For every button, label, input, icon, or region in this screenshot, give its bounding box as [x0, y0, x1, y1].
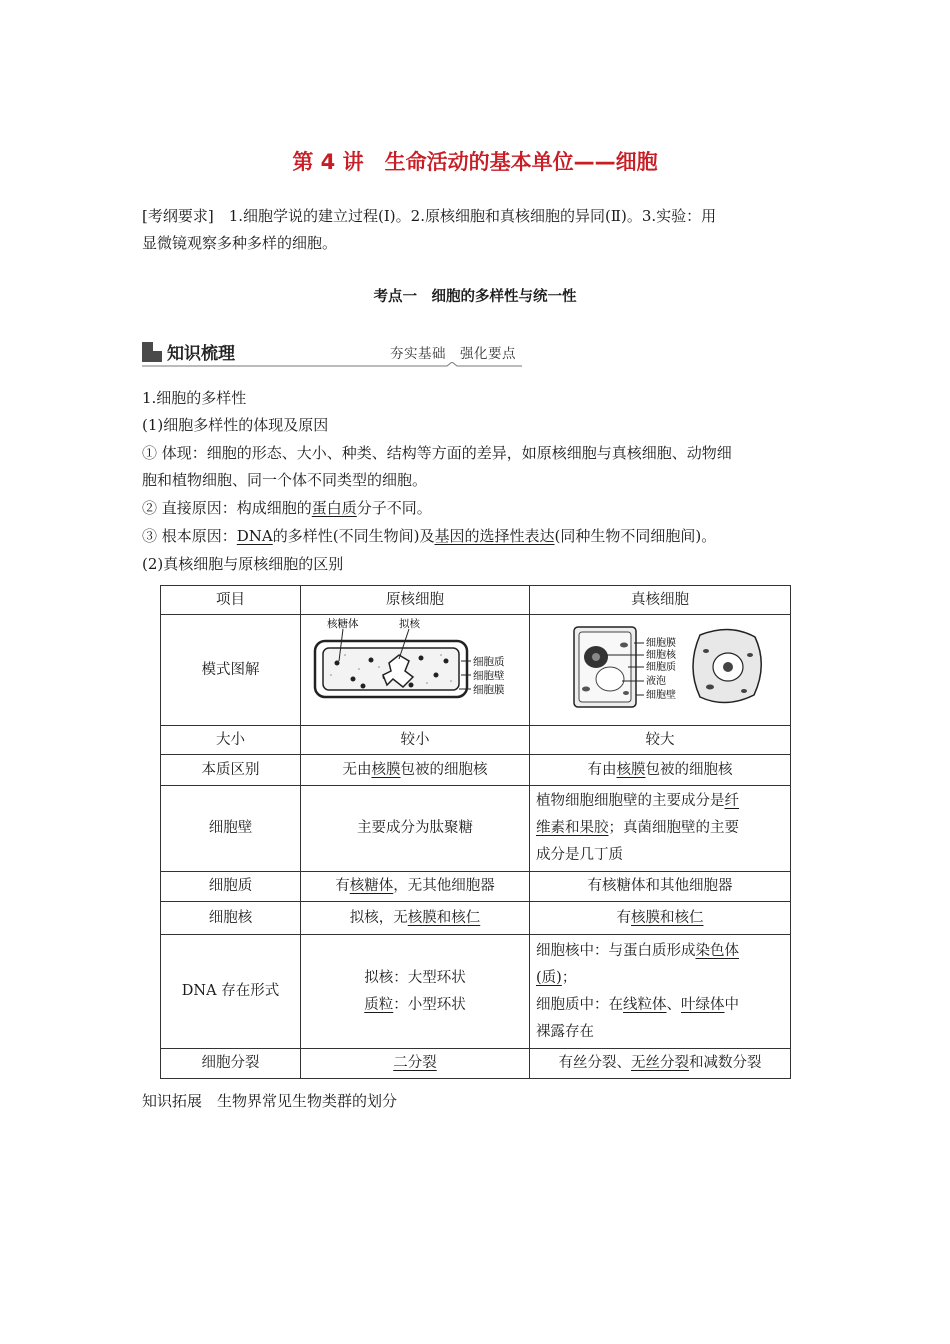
euk-label-membrane: 细胞膜: [646, 638, 676, 649]
exam-requirements: [142, 203, 814, 257]
euk-cytoplasm: 有核糖体和其他细胞器: [530, 872, 791, 902]
header-prokaryote: 原核细胞: [301, 586, 530, 615]
table-row-dna: [161, 935, 791, 1049]
prok-division: 二分裂: [301, 1049, 530, 1079]
heading-diversity: 1.细胞的多样性: [142, 389, 247, 407]
euk-label-cytoplasm: 细胞质: [646, 662, 676, 673]
point-1-line-1: ① 体现：细胞的形态、大小、种类、结构等方面的差异，如原核细胞与真核细胞、动物细: [142, 444, 732, 462]
euk-label-cell-wall: 细胞壁: [646, 690, 676, 701]
eukaryote-diagram-cell: [530, 615, 791, 726]
header-item: 项目: [161, 586, 301, 615]
requirements-line-1: [考纲要求] 1.细胞学说的建立过程(Ⅰ)。2.原核细胞和真核细胞的异同(Ⅱ)。3.实验：用: [142, 207, 717, 225]
euk-essence: 有由核膜包被的细胞核: [530, 755, 791, 786]
euk-division: 有丝分裂、无丝分裂和减数分裂: [530, 1049, 791, 1079]
prok-nucleus: 拟核，无核膜和核仁: [301, 902, 530, 935]
row-label-essence: 本质区别: [161, 755, 301, 786]
euk-cell-wall: 植物细胞细胞壁的主要成分是纤 维素和果胶；真菌细胞壁的主要 成分是几丁质: [530, 786, 791, 872]
table-row-nucleus: [161, 902, 791, 935]
page-title: 第 4 讲 生命活动的基本单位——细胞: [292, 150, 658, 174]
point-3: ③ 根本原因：DNA的多样性(不同生物间)及基因的选择性表达(同种生物不同细胞间)。: [142, 527, 717, 545]
table-row-essence: [161, 755, 791, 786]
row-label-dna: DNA 存在形式: [161, 935, 301, 1049]
prok-label-ribosome: 核糖体: [327, 618, 359, 630]
banner-subtitle: 夯实基础 强化要点: [390, 346, 516, 362]
table-row-division: [161, 1049, 791, 1079]
row-label-division: 细胞分裂: [161, 1049, 301, 1079]
euk-nucleus: 有核膜和核仁: [530, 902, 791, 935]
euk-dna: 细胞核中：与蛋白质形成染色体 (质)； 细胞质中：在线粒体、叶绿体中 裸露存在: [530, 935, 791, 1049]
eukaryote-cell-diagram: [530, 615, 791, 715]
heading-diversity-sub2: (2)真核细胞与原核细胞的区别: [142, 555, 344, 573]
section-title: 考点一 细胞的多样性与统一性: [373, 289, 577, 305]
euk-label-nucleus: 细胞核: [646, 650, 676, 661]
euk-size: 较大: [530, 726, 791, 755]
prokaryote-cell-diagram: [301, 615, 530, 715]
table-row-cell-wall: [161, 786, 791, 872]
prok-label-cytoplasm: 细胞质: [473, 656, 505, 668]
knowledge-extension: 知识拓展 生物界常见生物类群的划分: [142, 1092, 398, 1110]
prok-dna: 拟核：大型环状 质粒：小型环状: [301, 935, 530, 1049]
banner-square-icon: [142, 342, 162, 362]
table-row-cytoplasm: [161, 872, 791, 902]
row-label-cell-wall: 细胞壁: [161, 786, 301, 872]
comparison-table: [160, 585, 791, 1079]
point-2: ② 直接原因：构成细胞的蛋白质分子不同。: [142, 499, 432, 517]
prok-label-nucleoid: 拟核: [399, 618, 420, 630]
prok-size: 较小: [301, 726, 530, 755]
prok-cell-wall: 主要成分为肽聚糖: [301, 786, 530, 872]
banner-label: 知识梳理: [167, 344, 235, 364]
knowledge-banner: [142, 338, 522, 370]
prok-essence: 无由核膜包被的细胞核: [301, 755, 530, 786]
row-label-cytoplasm: 细胞质: [161, 872, 301, 902]
row-label-diagram: 模式图解: [161, 615, 301, 726]
prok-cytoplasm: 有核糖体，无其他细胞器: [301, 872, 530, 902]
requirements-line-2: 显微镜观察多种多样的细胞。: [142, 234, 338, 252]
euk-label-vacuole: 液泡: [646, 676, 666, 687]
prok-label-membrane: 细胞膜: [473, 684, 505, 696]
point-1-line-2: 胞和植物细胞、同一个体不同类型的细胞。: [142, 471, 428, 489]
prok-label-cell-wall: 细胞壁: [473, 670, 505, 682]
row-label-size: 大小: [161, 726, 301, 755]
header-eukaryote: 真核细胞: [530, 586, 791, 615]
prokaryote-diagram-cell: [301, 615, 530, 726]
heading-diversity-sub1: (1)细胞多样性的体现及原因: [142, 416, 329, 434]
table-row-size: [161, 726, 791, 755]
table-row-diagram: [161, 615, 791, 726]
row-label-nucleus: 细胞核: [161, 902, 301, 935]
banner-underline: [142, 362, 524, 370]
table-header-row: [161, 586, 791, 615]
